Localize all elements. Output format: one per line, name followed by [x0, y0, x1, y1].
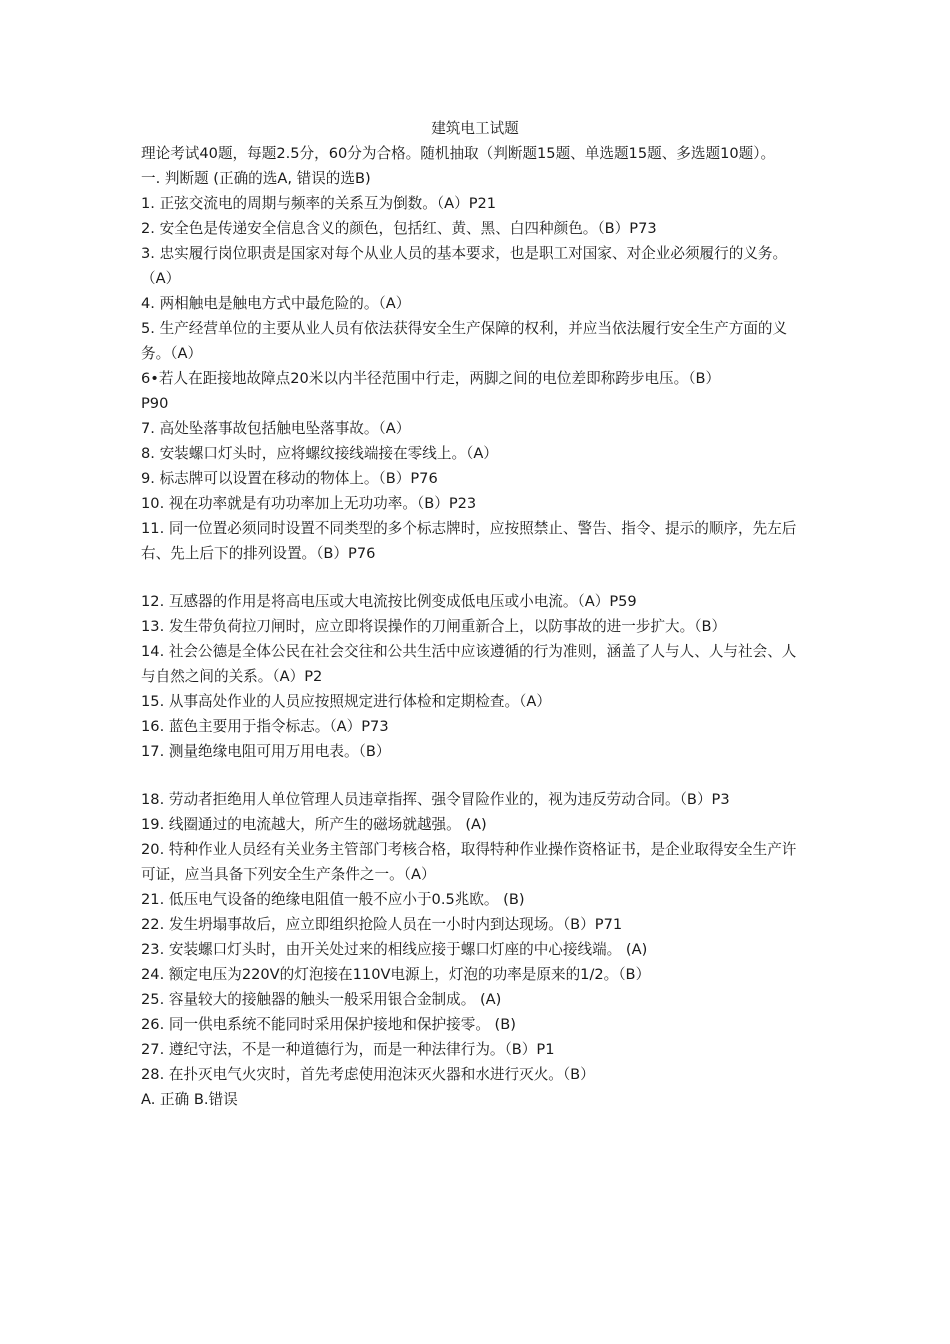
blank-line	[141, 566, 809, 589]
question-item: 24. 额定电压为220V的灯泡接在110V电源上，灯泡的功率是原来的1/2。（B）	[141, 966, 651, 983]
question-item: 10. 视在功率就是有功功率加上无功功率。（B）P23	[141, 495, 477, 512]
question-item: 4. 两相触电是触电方式中最危险的。（A）	[141, 295, 411, 312]
section-heading: 一. 判断题 (正确的选A, 错误的选B)	[141, 170, 371, 187]
question-item: 3. 忠实履行岗位职责是国家对每个从业人员的基本要求，也是职工对国家、对企业必须履行的义务。（A）	[141, 245, 788, 287]
question-item: 17. 测量绝缘电阻可用万用电表。（B）	[141, 743, 391, 760]
question-item: 6•若人在距接地故障点20米以内半径范围中行走，两脚之间的电位差即称跨步电压。（B）	[141, 370, 721, 387]
question-item: 28. 在扑灭电气火灾时，首先考虑使用泡沫灭火器和水进行灭火。（B）	[141, 1066, 595, 1083]
question-item: 13. 发生带负荷拉刀闸时，应立即将误操作的刀闸重新合上，以防事故的进一步扩大。（B）	[141, 618, 727, 635]
question-item: 18. 劳动者拒绝用人单位管理人员违章指挥、强令冒险作业的，视为违反劳动合同。（B）P3	[141, 791, 730, 808]
question-item: 2. 安全色是传递安全信息含义的颜色，包括红、黄、黑、白四种颜色。（B）P73	[141, 220, 657, 237]
question-item: 25. 容量较大的接触器的触头一般采用银合金制成。 (A)	[141, 991, 502, 1008]
question-item: 12. 互感器的作用是将高电压或大电流按比例变成低电压或小电流。（A）P59	[141, 593, 637, 610]
question-item: 21. 低压电气设备的绝缘电阻值一般不应小于0.5兆欧。 (B)	[141, 891, 525, 908]
question-item: 5. 生产经营单位的主要从业人员有依法获得安全生产保障的权利，并应当依法履行安全生产方面的义务。（A）	[141, 320, 788, 362]
document-title: 建筑电工试题	[431, 120, 519, 137]
question-item: 11. 同一位置必须同时设置不同类型的多个标志牌时，应按照禁止、警告、指令、提示的顺序，先左后右、先上后下的排列设置。（B）P76	[141, 520, 797, 562]
question-item: 7. 高处坠落事故包括触电坠落事故。（A）	[141, 420, 411, 437]
question-item: 27. 遵纪守法，不是一种道德行为，而是一种法律行为。（B）P1	[141, 1041, 555, 1058]
blank-line	[141, 764, 809, 787]
exam-intro: 理论考试40题，每题2.5分，60分为合格。随机抽取（判断题15题、单选题15题、多选题10题）。	[141, 145, 776, 162]
question-item: 14. 社会公德是全体公民在社会交往和公共生活中应该遵循的行为准则，涵盖了人与人、人与社会、人与自然之间的关系。（A）P2	[141, 643, 797, 685]
question-item: 15. 从事高处作业的人员应按照规定进行体检和定期检查。（A）	[141, 693, 551, 710]
document-page	[141, 116, 809, 1112]
question-item: 19. 线圈通过的电流越大，所产生的磁场就越强。 (A)	[141, 816, 487, 833]
question-item: 9. 标志牌可以设置在移动的物体上。（B）P76	[141, 470, 438, 487]
question-item: 22. 发生坍塌事故后，应立即组织抢险人员在一小时内到达现场。（B）P71	[141, 916, 623, 933]
question-item: 1. 正弦交流电的周期与频率的关系互为倒数。（A）P21	[141, 195, 497, 212]
question-item: 8. 安装螺口灯头时，应将螺纹接线端接在零线上。（A）	[141, 445, 498, 462]
question-item: 26. 同一供电系统不能同时采用保护接地和保护接零。 (B)	[141, 1016, 516, 1033]
answer-legend: A. 正确 B.错误	[141, 1091, 238, 1108]
question-item: 16. 蓝色主要用于指令标志。（A）P73	[141, 718, 389, 735]
question-item: 23. 安装螺口灯头时，由开关处过来的相线应接于螺口灯座的中心接线端。 (A)	[141, 941, 648, 958]
page-reference: P90	[141, 395, 169, 412]
question-item: 20. 特种作业人员经有关业务主管部门考核合格，取得特种作业操作资格证书，是企业取得安全生产许可证，应当具备下列安全生产条件之一。（A）	[141, 841, 797, 883]
